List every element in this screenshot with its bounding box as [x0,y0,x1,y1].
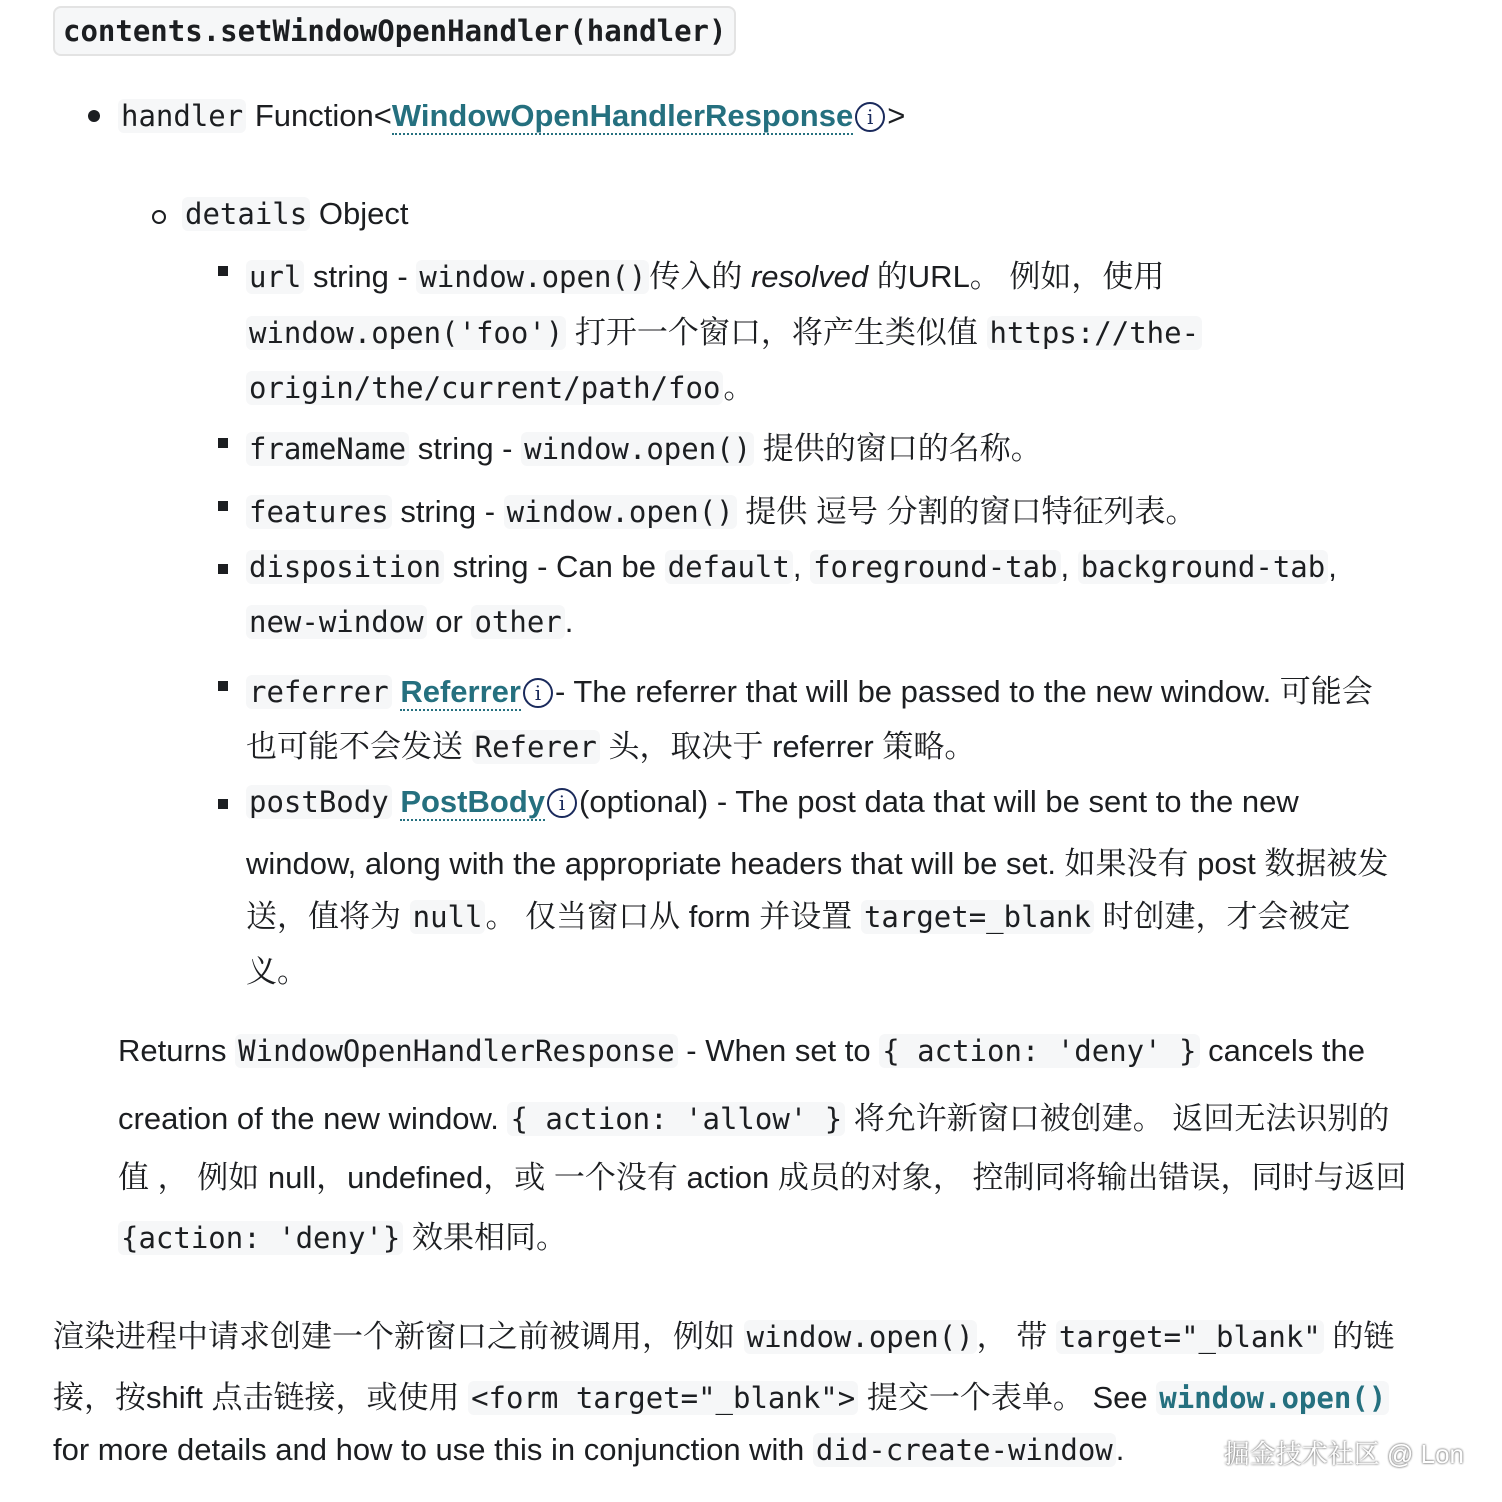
text: 提供的窗口的名称。 [762,431,1042,466]
url-line-2 [246,307,1202,352]
code-foreground-tab: foreground-tab [810,550,1060,584]
param-frame-name [246,423,1042,468]
code-window-open: window.open() [744,1320,977,1354]
param-disposition [246,549,1337,585]
returns-line-1 [118,1033,1365,1069]
param-name-referrer: referrer [246,675,392,709]
bullet-square [218,799,228,809]
code-window-open: window.open() [504,495,737,529]
code-action-deny-obj: {action: 'deny'} [118,1221,403,1255]
code-form-target-blank: <form target="_blank"> [468,1381,858,1415]
link-post-body[interactable]: PostBody [400,784,545,819]
desc-line-2 [53,1372,1389,1417]
bullet-square [218,438,228,448]
text: 将允许新窗口被创建。 返回无法识别的 [845,1101,1390,1136]
type-prefix: Function< [254,98,392,133]
text: ， 带 [976,1319,1048,1354]
param-name-details: details [182,197,310,231]
text: string - [400,494,504,529]
emphasis-resolved: resolved [750,259,869,294]
text: creation of the new window. [118,1101,508,1136]
text: 送，值将为 [246,899,401,934]
text: or [435,604,463,639]
param-details [182,196,408,232]
code-target-blank-attr: target="_blank" [1056,1320,1324,1354]
code-new-window: new-window [246,605,427,639]
code-url-example-cont: origin/the/current/path/foo [246,371,723,405]
bullet-square [218,681,228,691]
param-handler [118,98,905,134]
text: 接，按shift 点击链接，或使用 [53,1380,460,1415]
link-window-open-handler-response[interactable]: WindowOpenHandlerResponse [391,98,854,133]
method-signature: contents.setWindowOpenHandler(handler) [53,6,736,56]
returns-line-2 [118,1093,1389,1138]
text: 的链 [1332,1319,1395,1354]
bullet-square [218,564,228,574]
bullet-disc [88,110,100,122]
text: 提供 逗号 分割的窗口特征列表。 [745,494,1197,529]
code-window-open-foo: window.open('foo') [246,316,566,350]
param-name-disposition: disposition [246,550,444,584]
type-suffix: > [887,98,906,133]
info-icon[interactable]: i [547,788,577,818]
code-background-tab: background-tab [1078,550,1328,584]
info-icon[interactable]: i [523,678,553,708]
text: string - [313,259,417,294]
text: 。 [723,370,755,405]
code-window-open-handler-response: WindowOpenHandlerResponse [235,1034,678,1068]
param-referrer [246,666,1373,711]
bullet-square [218,266,228,276]
text: 也可能不会发送 [246,729,463,764]
text: (optional) - The post data that will be sent to the new [579,784,1299,819]
code-default: default [665,550,793,584]
text: , [1328,549,1337,584]
post-body-line-3 [246,891,1351,936]
desc-line-1 [53,1311,1394,1356]
text: Returns [118,1033,236,1068]
text: , [792,549,802,584]
text: string - Can be [452,549,665,584]
text: 。 仅当窗口从 form 并设置 [485,899,853,934]
param-name-handler: handler [118,99,246,133]
param-features [246,486,1197,531]
link-window-open[interactable]: window.open() [1156,1381,1389,1415]
returns-line-4 [118,1212,567,1257]
text: for more details and how to use this in conjunction with [53,1432,805,1467]
param-name-post-body: postBody [246,785,392,819]
param-name-url: url [246,260,304,294]
disposition-line-2 [246,604,573,640]
code-action-deny: { action: 'deny' } [879,1034,1199,1068]
text: 时创建，才会被定 [1102,899,1351,934]
text: . [1115,1432,1125,1467]
link-referrer[interactable]: Referrer [400,674,521,709]
returns-line-3: 值 ， 例如 null，undefined，或 一个没有 action 成员的对象， 控制同将输出错误，同时与返回 [118,1160,1407,1195]
url-line-3 [246,362,754,407]
desc-line-3 [53,1432,1124,1468]
post-body-line-4: 义。 [246,954,308,989]
code-target-blank: target=_blank [861,900,1094,934]
code-action-allow: { action: 'allow' } [507,1102,845,1136]
info-icon[interactable]: i [855,102,885,132]
text: , [1060,549,1070,584]
text: string - [417,431,522,466]
text: 效果相同。 [403,1220,567,1255]
bullet-square [218,501,228,511]
param-name-frame-name: frameName [246,432,409,466]
text: 头，取决于 referrer 策略。 [608,729,976,764]
code-url-example: https://the- [987,316,1203,350]
bullet-circle [152,210,166,224]
text: 提交一个表单。 See [866,1380,1148,1415]
text: 打开一个窗口，将产生类似值 [574,315,978,350]
code-window-open: window.open() [416,260,649,294]
watermark: 掘金技术社区 @ Lon [1223,1439,1464,1469]
referrer-line-2 [246,721,975,766]
code-window-open: window.open() [521,432,754,466]
text: - When set to [677,1033,880,1068]
param-url [246,251,1164,296]
code-referer: Referer [472,730,600,764]
text: 传入的 [649,259,743,294]
param-type-details: Object [318,196,409,231]
text: cancels the [1199,1033,1365,1068]
text: . [564,604,574,639]
text: - The referrer that will be passed to the new window. 可能会 [554,674,1373,709]
text: 渲染进程中请求创建一个新窗口之前被调用，例如 [53,1319,735,1354]
post-body-line-2: window, along with the appropriate headers that will be set. 如果没有 post 数据被发 [246,846,1389,881]
param-name-features: features [246,495,392,529]
text: 的URL。 例如，使用 [876,259,1165,294]
code-other: other [471,605,564,639]
param-post-body [246,784,1299,820]
code-null: null [410,900,486,934]
code-did-create-window: did-create-window [813,1433,1116,1467]
